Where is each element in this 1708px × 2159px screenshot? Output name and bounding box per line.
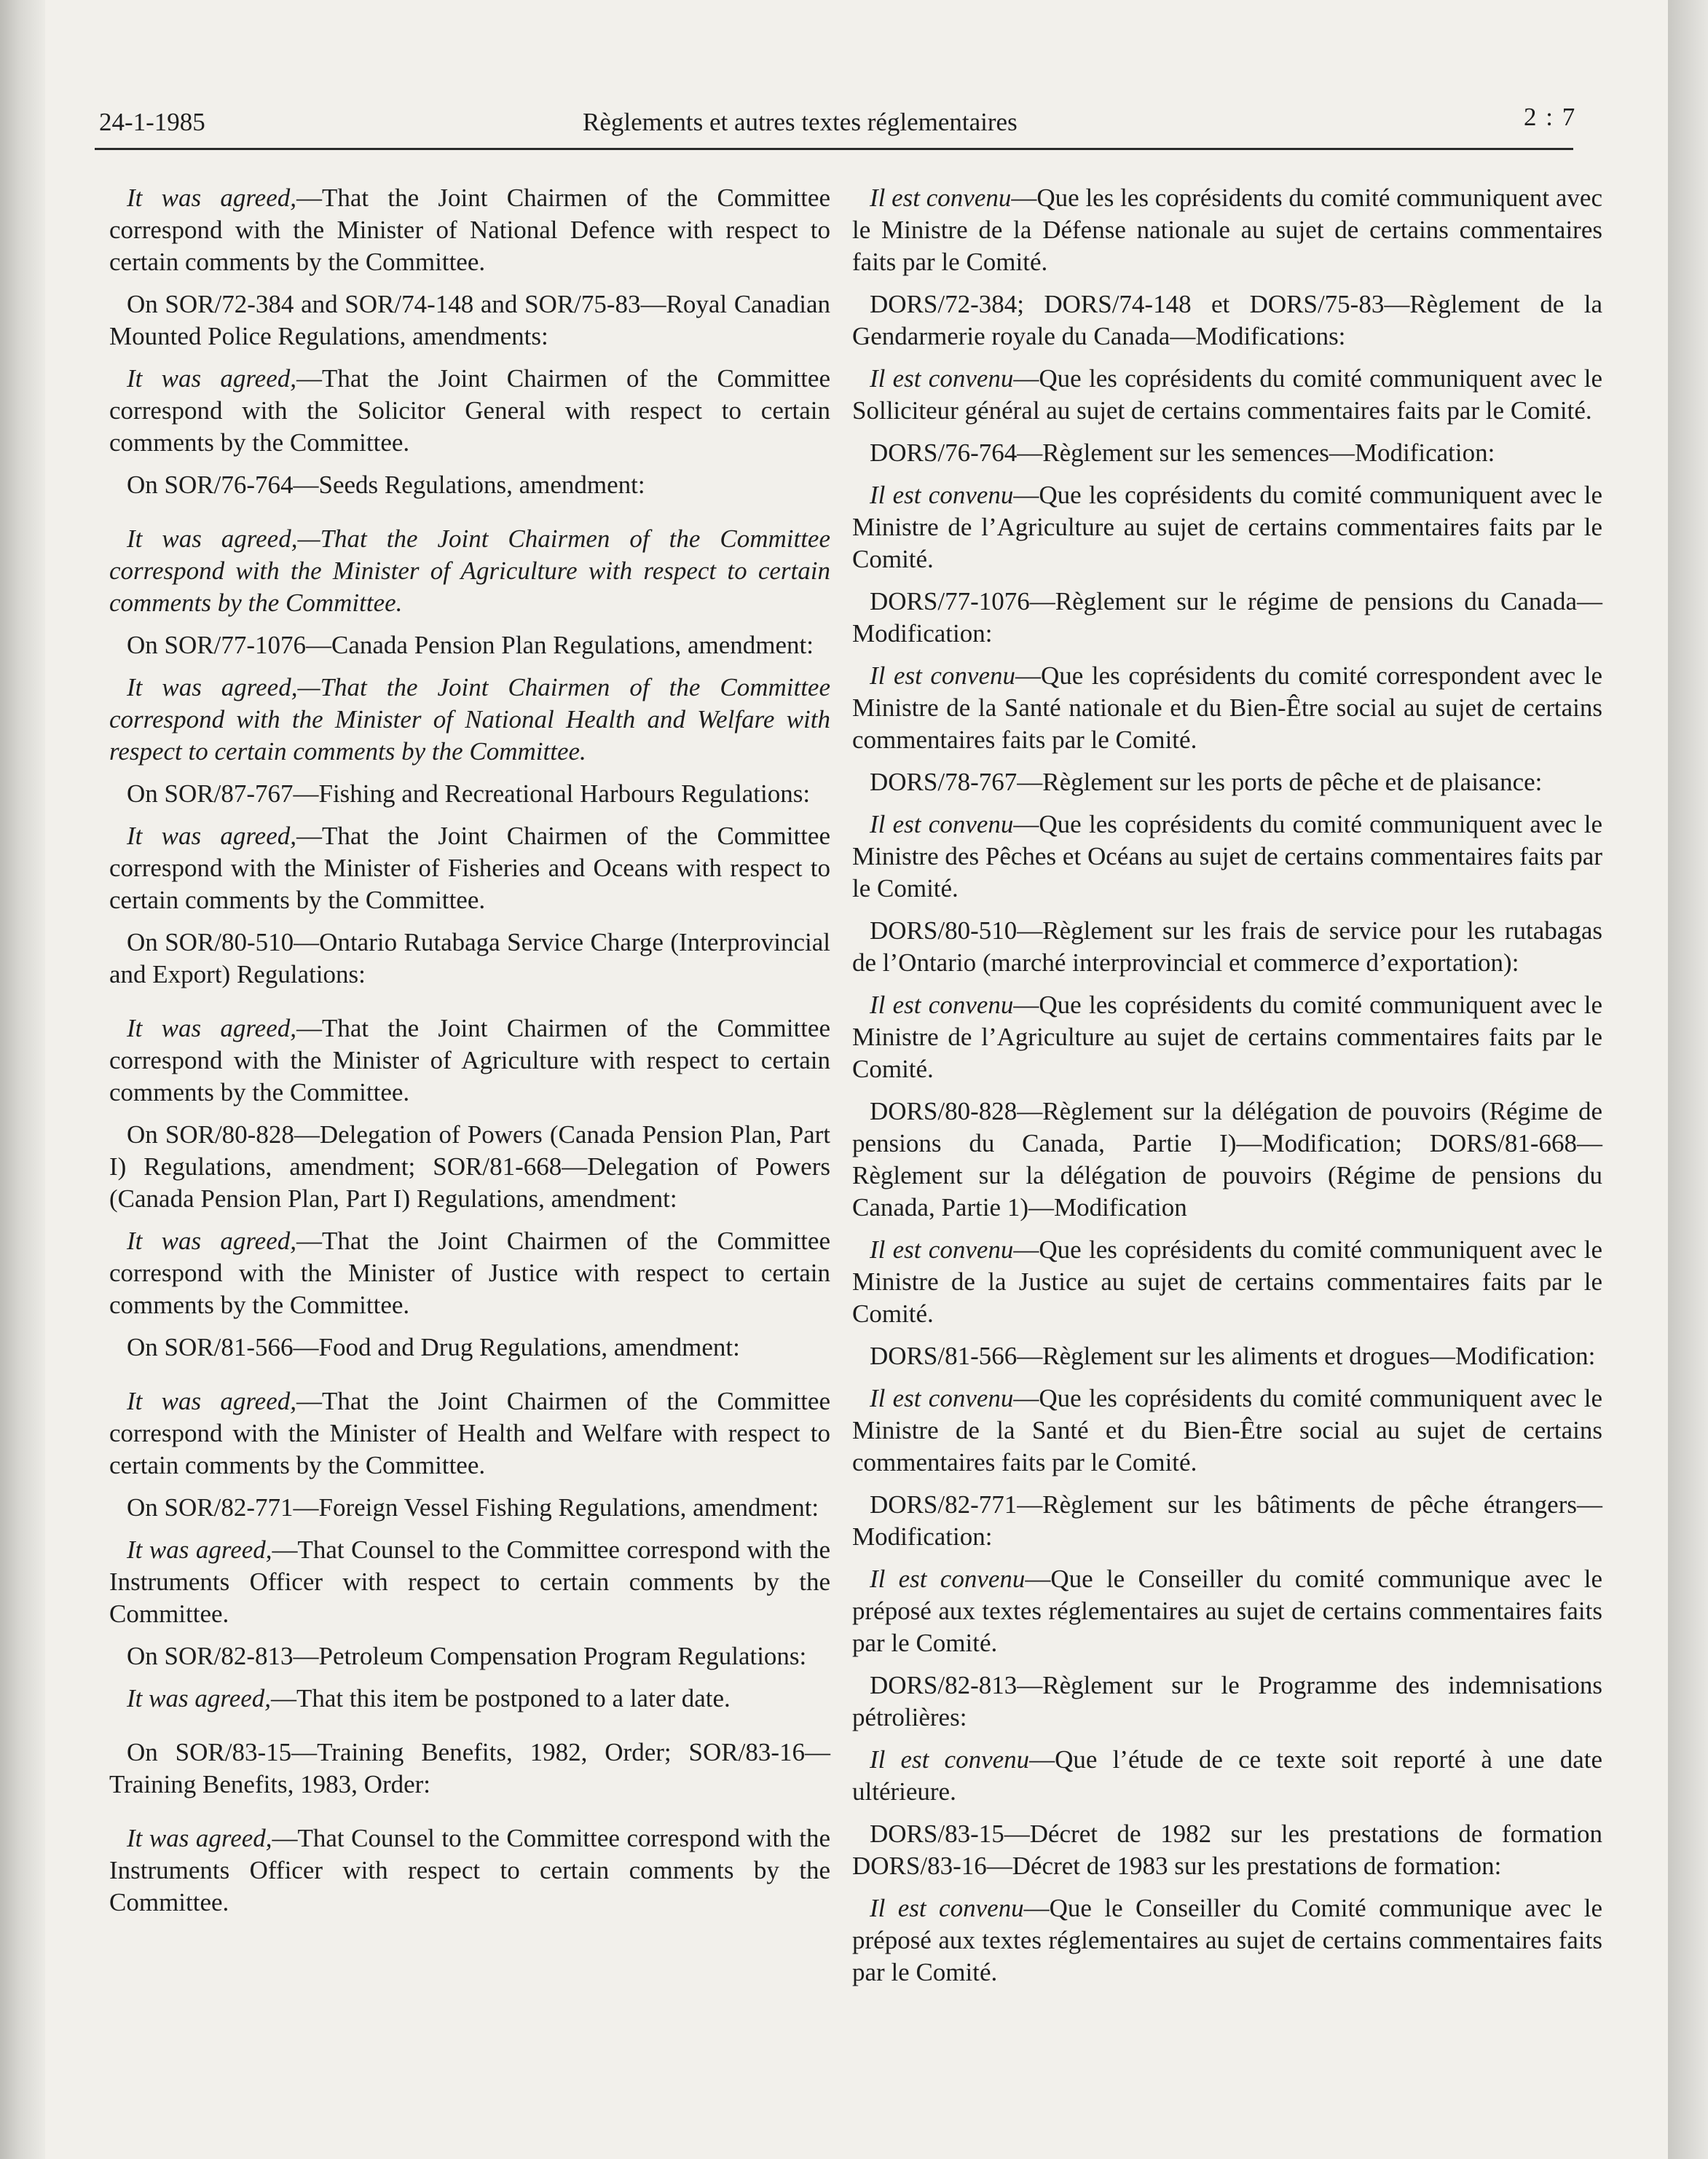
paragraph: Il est convenu—Que les les coprésidents du comité communiquent avec le Ministre de la Défense nationale au sujet de certains commentaires faits par le Comité. bbox=[852, 184, 1602, 276]
paragraph: Il est convenu—Que les coprésidents du comité communiquent avec le Solliciteur général au sujet de certains commentaires faits par le Comité. bbox=[852, 364, 1602, 425]
header-rule bbox=[95, 148, 1573, 150]
paragraph: It was agreed,—That the Joint Chairmen of the Committee correspond with the Minister of Justice with respect to certain comments by the Committee. bbox=[109, 1227, 830, 1319]
paragraph: On SOR/77-1076—Canada Pension Plan Regulations, amendment: bbox=[127, 631, 814, 659]
paragraph: On SOR/82-771—Foreign Vessel Fishing Regulations, amendment: bbox=[127, 1493, 819, 1522]
paragraph: On SOR/80-828—Delegation of Powers (Canada Pension Plan, Part I) Regulations, amendment; SOR/81-668—Delegation of Powers (Canada Pension Plan, Part I) Regulations, amendment: bbox=[109, 1120, 830, 1213]
paragraph: It was agreed,—That the Joint Chairmen of the Committee correspond with the Minister of National Health and Welfare with respect to certain comments by the Committee. bbox=[109, 673, 830, 766]
paragraph: Il est convenu—Que les coprésidents du comité communiquent avec le Ministre de l’Agriculture au sujet de certains commentaires faits par le Comité. bbox=[852, 991, 1602, 1083]
paragraph: DORS/76-764—Règlement sur les semences—Modification: bbox=[870, 439, 1495, 467]
paragraph: It was agreed,—That this item be postponed to a later date. bbox=[127, 1684, 731, 1712]
header-page-number: 2 : 7 bbox=[1524, 103, 1577, 131]
paragraph: Il est convenu—Que l’étude de ce texte soit reporté à une date ultérieure. bbox=[852, 1745, 1602, 1806]
paragraph: Il est convenu—Que les coprésidents du comité communiquent avec le Ministre de la Santé et du Bien-Être social au sujet de certains commentaires faits par le Comité. bbox=[852, 1384, 1602, 1476]
paragraph: On SOR/76-764—Seeds Regulations, amendment: bbox=[127, 471, 645, 499]
paragraph: DORS/77-1076—Règlement sur le régime de pensions du Canada—Modification: bbox=[852, 587, 1602, 648]
paragraph: It was agreed,—That the Joint Chairmen of the Committee correspond with the Minister of National Defence with respect to certain comments by the Committee. bbox=[109, 184, 830, 276]
paragraph: Il est convenu—Que les coprésidents du comité correspondent avec le Ministre de la Santé nationale et du Bien-Être social au sujet de certains commentaires faits par le Comité. bbox=[852, 661, 1602, 754]
paragraph: Il est convenu—Que les coprésidents du comité communiquent avec le Ministre des Pêches et Océans au sujet de certains commentaires faits par le Comité. bbox=[852, 810, 1602, 902]
paragraph: DORS/80-828—Règlement sur la délégation de pouvoirs (Régime de pensions du Canada, Partie I)—Modification; DORS/81-668—Règlement sur la délégation de pouvoirs (Régime de pensions du Canada, Partie 1)—Modification bbox=[852, 1097, 1602, 1222]
paragraph: It was agreed,—That Counsel to the Committee correspond with the Instruments Officer with respect to certain comments by the Committee. bbox=[109, 1824, 830, 1916]
paragraph: It was agreed,—That the Joint Chairmen of the Committee correspond with the Minister of Health and Welfare with respect to certain comments by the Committee. bbox=[109, 1387, 830, 1479]
binding-shadow bbox=[0, 0, 45, 2159]
paragraph: On SOR/82-813—Petroleum Compensation Program Regulations: bbox=[127, 1642, 807, 1670]
paragraph: It was agreed,—That the Joint Chairmen of the Committee correspond with the Minister of Fisheries and Oceans with respect to certain comments by the Committee. bbox=[109, 822, 830, 914]
paragraph: DORS/80-510—Règlement sur les frais de service pour les rutabagas de l’Ontario (marché interprovincial et commerce d’exportation): bbox=[852, 916, 1602, 977]
paragraph: It was agreed,—That the Joint Chairmen of the Committee correspond with the Minister of Agriculture with respect to certain comments by the Committee. bbox=[109, 1014, 830, 1106]
left-column-english bbox=[109, 182, 830, 1929]
paragraph: DORS/82-771—Règlement sur les bâtiments de pêche étrangers—Modification: bbox=[852, 1490, 1602, 1551]
header-title: Règlements et autres textes réglementaires bbox=[583, 108, 1018, 136]
header-date: 24-1-1985 bbox=[99, 108, 205, 136]
paragraph: On SOR/83-15—Training Benefits, 1982, Order; SOR/83-16—Training Benefits, 1983, Order: bbox=[109, 1738, 830, 1798]
paragraph: Il est convenu—Que les coprésidents du comité communiquent avec le Ministre de l’Agriculture au sujet de certains commentaires faits par le Comité. bbox=[852, 481, 1602, 573]
right-column-french bbox=[852, 182, 1602, 1999]
paragraph: It was agreed,—That Counsel to the Committee correspond with the Instruments Officer with respect to certain comments by the Committee. bbox=[109, 1535, 830, 1628]
paragraph: It was agreed,—That the Joint Chairmen of the Committee correspond with the Solicitor General with respect to certain comments by the Committee. bbox=[109, 364, 830, 457]
paragraph: On SOR/87-767—Fishing and Recreational Harbours Regulations: bbox=[127, 779, 811, 808]
paragraph: Il est convenu—Que les coprésidents du comité communiquent avec le Ministre de la Justice au sujet de certains commentaires faits par le Comité. bbox=[852, 1235, 1602, 1328]
paragraph: On SOR/81-566—Food and Drug Regulations, amendment: bbox=[127, 1333, 740, 1361]
paragraph: DORS/83-15—Décret de 1982 sur les prestations de formation DORS/83-16—Décret de 1983 sur les prestations de formation: bbox=[852, 1820, 1602, 1880]
paragraph: Il est convenu—Que le Conseiller du comité communique avec le préposé aux textes réglementaires au sujet de certains commentaires faits par le Comité. bbox=[852, 1565, 1602, 1657]
paragraph: DORS/78-767—Règlement sur les ports de pêche et de plaisance: bbox=[870, 768, 1543, 796]
scan-margin bbox=[1668, 0, 1708, 2159]
paragraph: It was agreed,—That the Joint Chairmen of the Committee correspond with the Minister of Agriculture with respect to certain comments by the Committee. bbox=[109, 524, 830, 617]
paragraph: DORS/81-566—Règlement sur les aliments et drogues—Modification: bbox=[870, 1342, 1596, 1370]
paragraph: DORS/72-384; DORS/74-148 et DORS/75-83—Règlement de la Gendarmerie royale du Canada—Modifications: bbox=[852, 290, 1602, 350]
paragraph: Il est convenu—Que le Conseiller du Comité communique avec le préposé aux textes réglementaires au sujet de certains commentaires faits par le Comité. bbox=[852, 1894, 1602, 1986]
paragraph: On SOR/80-510—Ontario Rutabaga Service Charge (Interprovincial and Export) Regulations: bbox=[109, 928, 830, 988]
paragraph: On SOR/72-384 and SOR/74-148 and SOR/75-83—Royal Canadian Mounted Police Regulations, amendments: bbox=[109, 290, 830, 350]
paragraph: DORS/82-813—Règlement sur le Programme des indemnisations pétrolières: bbox=[852, 1671, 1602, 1731]
